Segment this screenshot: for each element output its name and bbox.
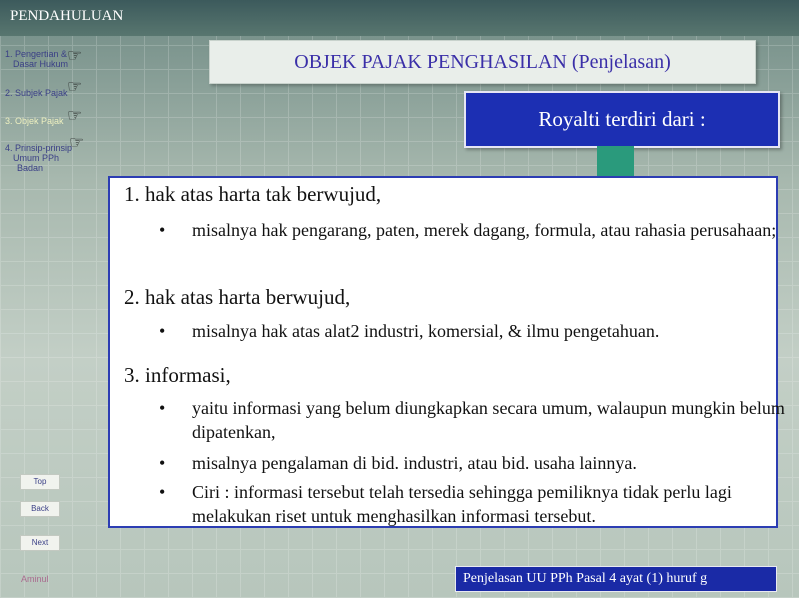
list-item-informasi: 3. informasi, xyxy=(124,363,231,387)
royalti-callout: Royalti terdiri dari : xyxy=(464,91,780,148)
bullet-text: Ciri : informasi tersebut telah tersedia sehingga pemiliknya tidak perlu lagi melakukan riset untuk menghasilkan informasi tersebut. xyxy=(192,482,732,526)
nav-item-pengertian[interactable] xyxy=(5,46,83,69)
bullet-text: misalnya hak atas alat2 industri, komersial, & ilmu pengetahuan. xyxy=(192,321,660,341)
pointing-hand-icon: ☞ xyxy=(67,106,83,125)
list-item-harta-berwujud: 2. hak atas harta berwujud, xyxy=(124,285,351,309)
nav-item-label: Badan xyxy=(17,163,44,173)
bullet-text: yaitu informasi yang belum diungkapkan secara umum, walaupun mungkin belum dipatenkan, xyxy=(192,398,785,442)
bullet-text: misalnya pengalaman di bid. industri, atau bid. usaha lainnya. xyxy=(192,453,637,473)
footer-reference: Penjelasan UU PPh Pasal 4 ayat (1) huruf g xyxy=(455,566,777,592)
nav-item-label: 2. Subjek Pajak xyxy=(5,88,68,98)
author-label: Aminul xyxy=(21,574,49,584)
pointing-hand-icon: ☞ xyxy=(67,46,83,65)
pointing-hand-icon: ☞ xyxy=(69,133,85,152)
content-box: 1. hak atas harta tak berwujud, • misalnya hak pengarang, paten, merek dagang, formula, atau rahasia perusahaan; 2. hak atas harta berwujud, • misalnya hak atas alat2 industri, komersial, & ilmu pengetahuan. 3. informasi, • yaitu informasi yang belum diungkapkan secara umum, walaupun mungkin belum dipatenkan, • misalnya pengalaman di bid. industri, atau bid. usaha lainnya. • Ciri : informasi tersebut telah tersedia sehingga pemiliknya tidak perlu lagi melakukan riset untuk menghasilkan informasi tersebut. xyxy=(108,176,778,528)
section-header: PENDAHULUAN xyxy=(10,8,124,24)
nav-item-label: Umum PPh xyxy=(13,153,60,163)
top-button[interactable]: Top xyxy=(20,474,60,490)
back-button[interactable]: Back xyxy=(20,501,60,517)
nav-item-label: 4. Prinsip-prinsip xyxy=(5,143,73,153)
nav-item-prinsip[interactable] xyxy=(5,133,85,173)
bullet-text: misalnya hak pengarang, paten, merek dagang, formula, atau rahasia perusahaan; xyxy=(192,220,777,240)
nav-item-objek[interactable] xyxy=(5,106,83,126)
pointing-hand-icon: ☞ xyxy=(67,77,83,96)
slide-title: OBJEK PAJAK PENGHASILAN (Penjelasan) xyxy=(209,40,756,84)
nav-item-label: Dasar Hukum xyxy=(13,59,69,69)
next-button[interactable]: Next xyxy=(20,535,60,551)
nav-item-label: 3. Objek Pajak xyxy=(5,116,64,126)
list-item-harta-tak-berwujud: 1. hak atas harta tak berwujud, xyxy=(124,182,382,206)
nav-item-label: 1. Pengertian & xyxy=(5,49,68,59)
nav-item-subjek[interactable] xyxy=(5,77,83,98)
